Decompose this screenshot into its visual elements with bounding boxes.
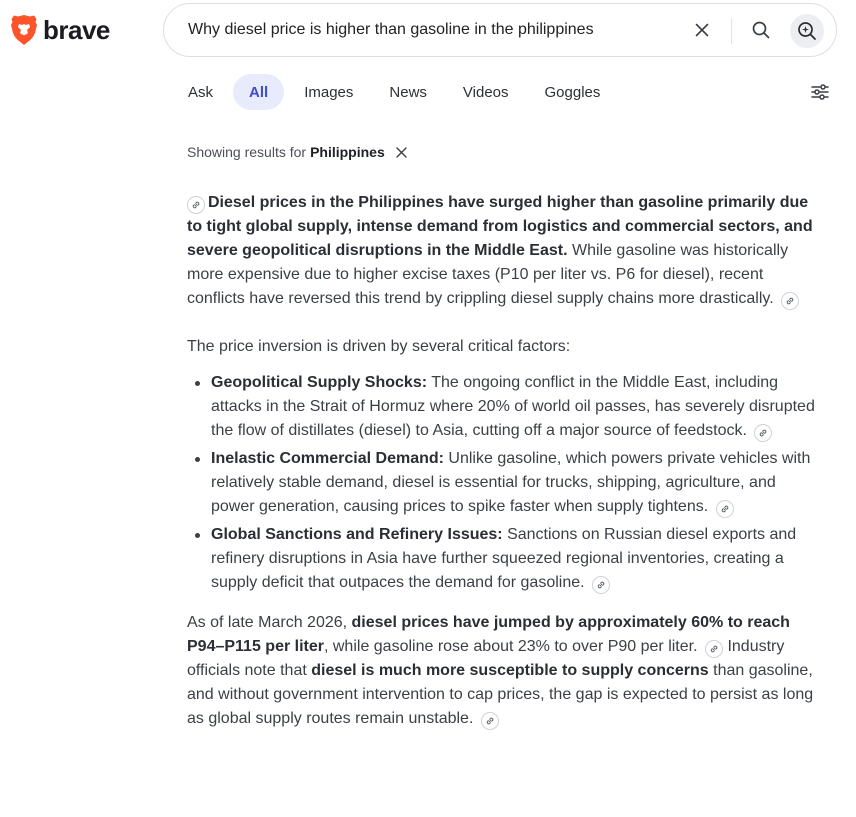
factor-title: Global Sanctions and Refinery Issues: [211, 526, 503, 543]
factors-intro: The price inversion is driven by several critical factors: [187, 338, 571, 355]
citation-link[interactable] [592, 576, 610, 594]
region-notice [187, 144, 409, 160]
link-icon [758, 428, 768, 438]
tab-label: Ask [188, 83, 214, 101]
brave-logo[interactable] [10, 14, 110, 46]
link-icon[interactable] [187, 196, 205, 214]
answer-closing [187, 611, 817, 731]
answer-intro [187, 191, 817, 311]
closing-bold: diesel prices have jumped by approximately 60% to reach P94–P115 per liter [187, 614, 790, 655]
citation-link[interactable] [716, 500, 734, 518]
close-icon [695, 23, 709, 37]
link-icon [785, 296, 795, 306]
ai-search-icon [797, 21, 817, 41]
citation-link[interactable] [754, 424, 772, 442]
closing-bold: diesel is much more susceptible to supply concerns [311, 662, 709, 679]
tab-label: All [249, 83, 269, 101]
factor-title: Geopolitical Supply Shocks: [211, 374, 428, 391]
clear-region-button[interactable] [395, 145, 409, 159]
tab-images[interactable] [288, 74, 369, 110]
tab-label: News [389, 83, 427, 101]
tab-goggles[interactable] [529, 74, 617, 110]
list-item [187, 523, 817, 595]
factor-text: Unlike gasoline, which powers private vehicles with relatively stable demand, diesel is essential for trucks, shipping, agriculture, and power generation, causing prices to spike faster when supply tightens. [211, 450, 811, 515]
answer-intro-rest: While gasoline was historically more expensive due to higher excise taxes (P10 per liter vs. P6 for diesel), recent conflicts have reversed this trend by crippling diesel supply chains more drastically. [187, 242, 789, 307]
searchbar-divider [731, 18, 732, 44]
tab-videos[interactable] [447, 74, 525, 110]
tab-all[interactable] [233, 74, 284, 110]
tab-label: Videos [462, 83, 509, 101]
search-icon [752, 21, 770, 39]
closing-text: Industry officials note that [187, 638, 785, 679]
answer-intro-bold: Diesel prices in the Philippines have surged higher than gasoline primarily due to tight global supply, intense demand from logistics and commercial sectors, and severe geopolitical disruptions in the Middle East. [187, 194, 813, 259]
citation-link[interactable] [705, 640, 723, 658]
link-icon [709, 644, 719, 654]
search-tabs [172, 74, 620, 110]
closing-text: As of late March 2026, [187, 614, 352, 631]
factors-list [187, 371, 817, 595]
brave-lion-icon [10, 14, 38, 46]
brand-name: brave [43, 14, 110, 45]
region-name: Philippines [310, 144, 385, 160]
search-button[interactable] [750, 19, 772, 41]
filters-icon [811, 84, 829, 100]
search-bar [163, 3, 837, 57]
factor-title: Inelastic Commercial Demand: [211, 450, 444, 467]
ai-search-button[interactable] [790, 14, 824, 48]
link-icon [596, 580, 606, 590]
tab-label: Images [304, 83, 354, 101]
citation-link[interactable] [481, 712, 499, 730]
link-icon [720, 504, 730, 514]
ai-answer [187, 191, 817, 731]
close-icon [396, 147, 407, 158]
citation-link[interactable] [781, 292, 799, 310]
region-prefix: Showing results for [187, 144, 307, 160]
closing-text: than gasoline, and without government intervention to cap prices, the gap is expected to persist as long as global supply routes remain unstable. [187, 662, 814, 727]
search-filters-button[interactable] [808, 80, 832, 104]
tab-ask[interactable] [172, 74, 229, 110]
factor-text: Sanctions on Russian diesel exports and refinery disruptions in Asia have further squeezed regional inventories, creating a supply deficit that outpaces the demand for gasoline. [211, 526, 797, 591]
tab-label: Goggles [544, 83, 601, 101]
tab-news[interactable] [373, 74, 443, 110]
list-item [187, 447, 817, 519]
list-item [187, 371, 817, 443]
link-icon [485, 716, 495, 726]
search-input[interactable]: Why diesel price is higher than gasoline in the philippines [188, 21, 594, 38]
closing-text: , while gasoline rose about 23% to over P90 per liter. [323, 638, 698, 655]
clear-search-button[interactable] [691, 19, 713, 41]
factor-text: The ongoing conflict in the Middle East, including attacks in the Strait of Hormuz where 20% of world oil passes, has severely disrupted the flow of distillates (diesel) to Asia, cutting off a major source of feedstock. [211, 374, 815, 439]
